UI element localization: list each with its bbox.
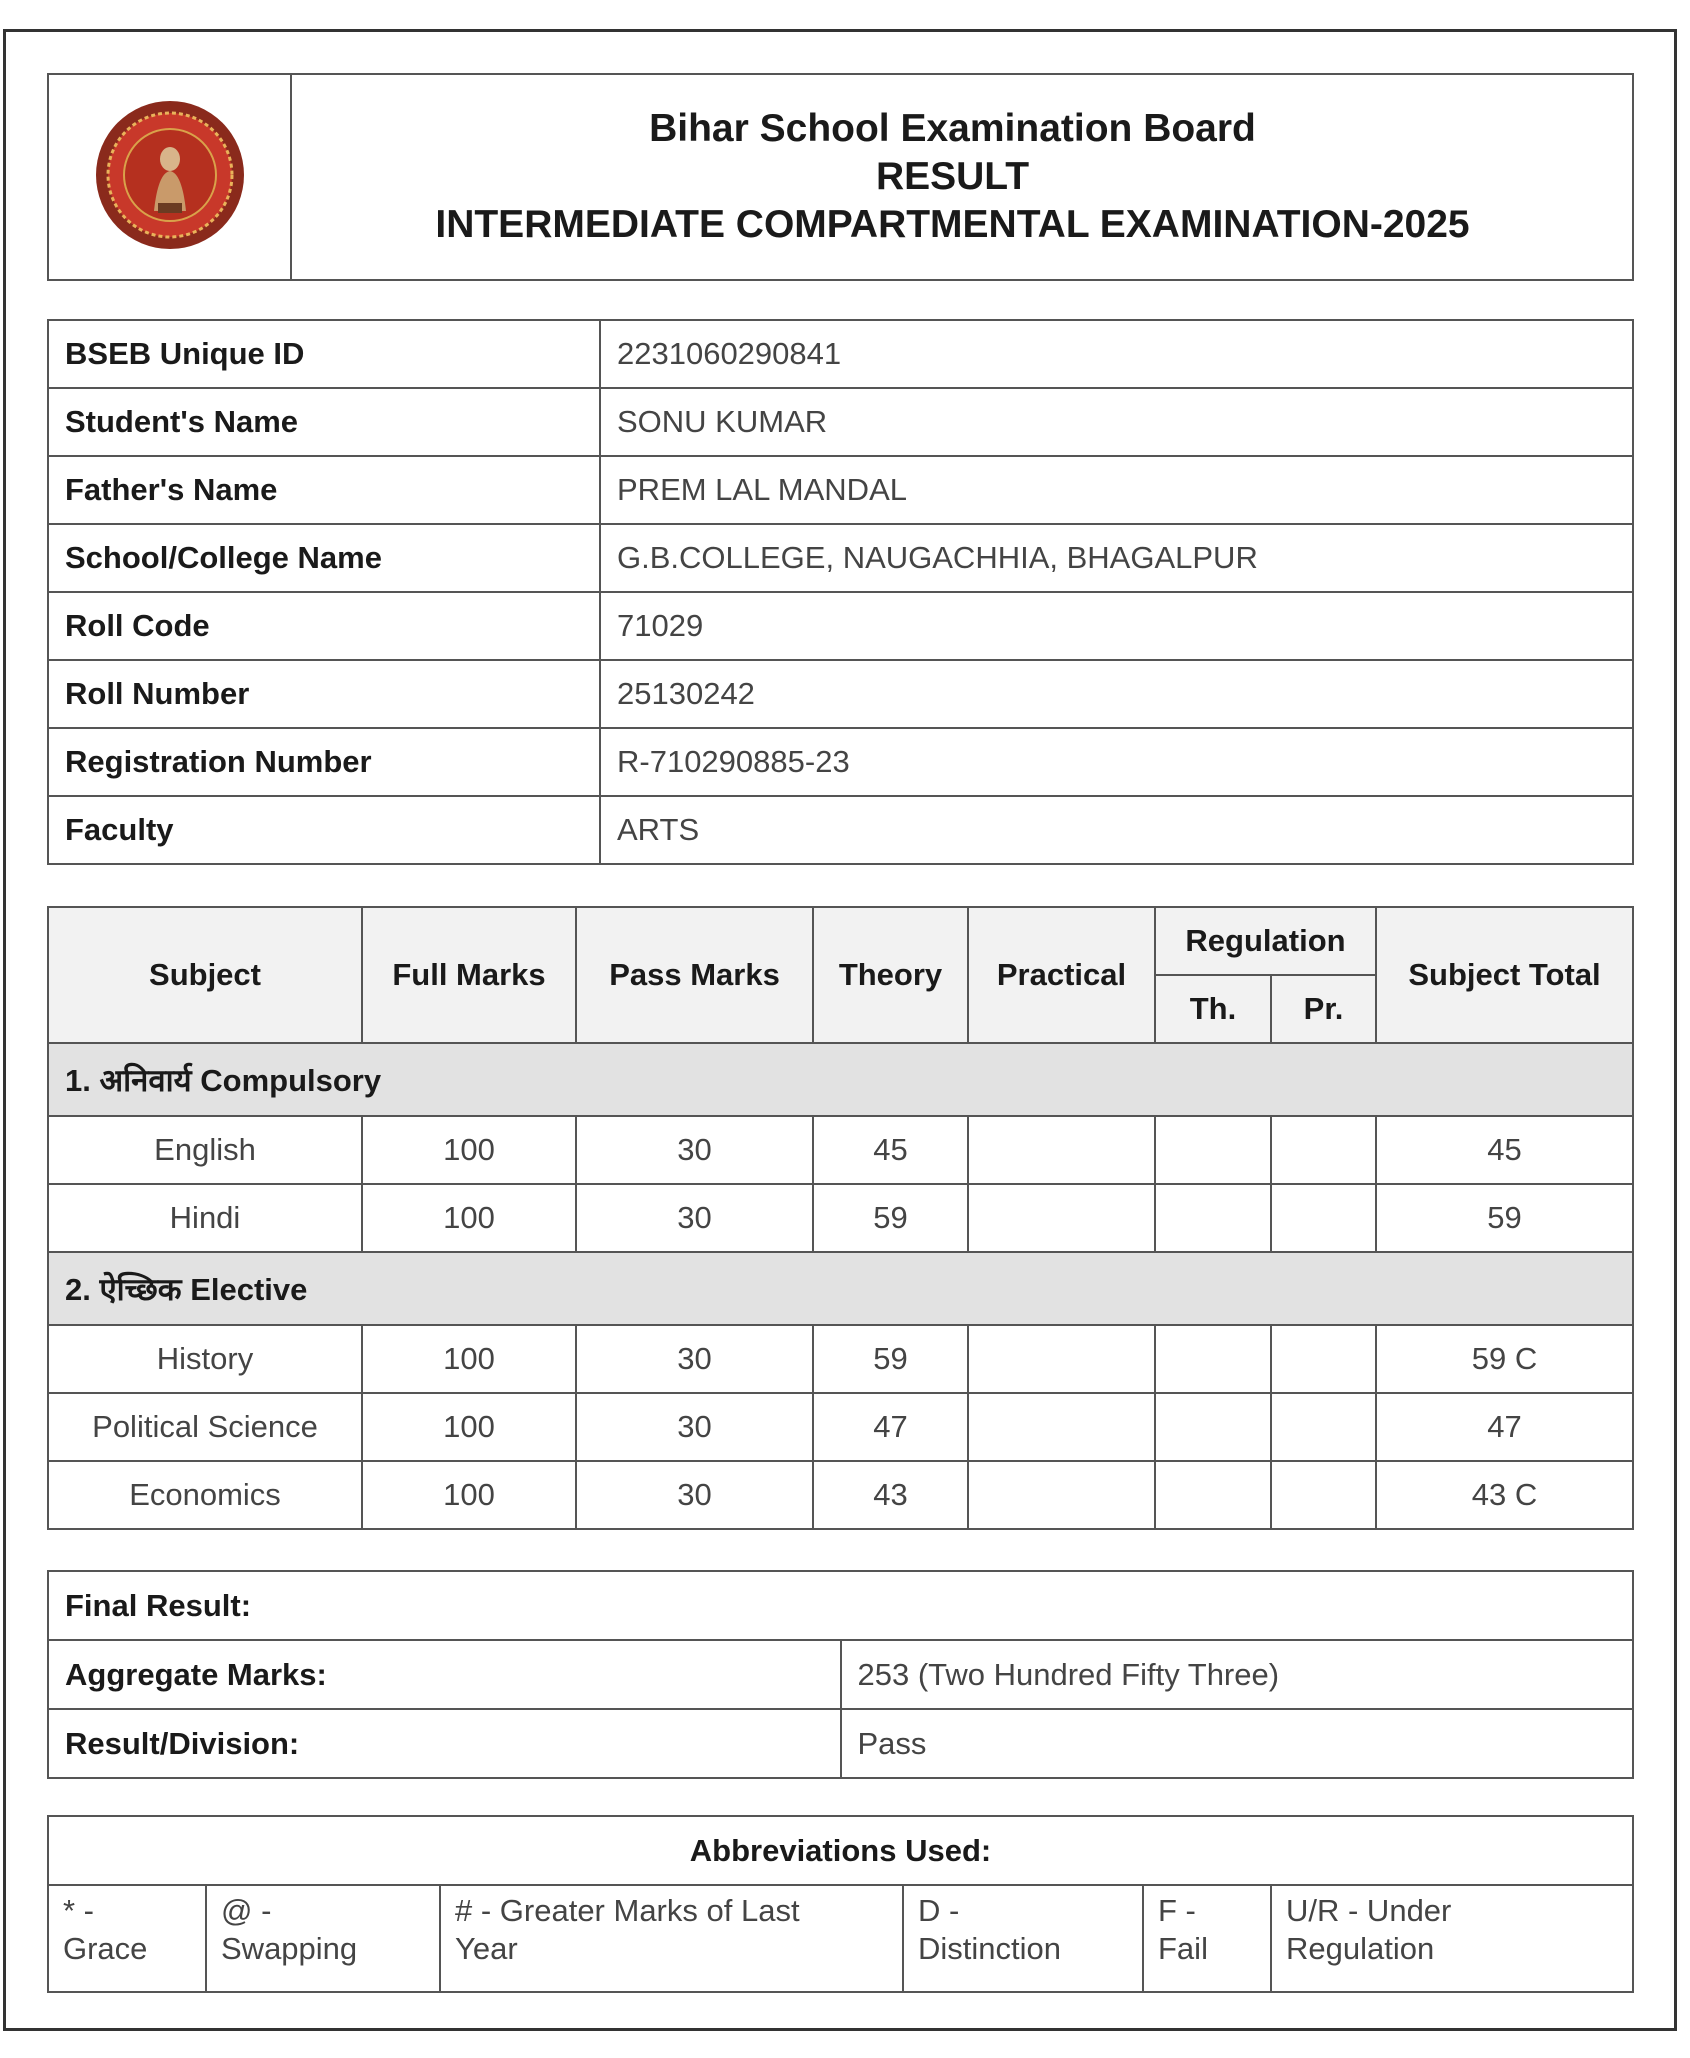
cell-subject: Political Science: [48, 1393, 362, 1461]
col-practical: Practical: [968, 907, 1155, 1043]
result-label: Result/Division:: [48, 1709, 841, 1778]
col-reg-pr: Pr.: [1271, 975, 1376, 1043]
cell-reg-th: [1155, 1393, 1271, 1461]
cell-practical: [968, 1325, 1155, 1393]
cell-total: 45: [1376, 1116, 1633, 1184]
aggregate-label: Aggregate Marks:: [48, 1640, 841, 1709]
abbreviation-text: Fail: [1158, 1931, 1208, 1966]
header-title-block: [291, 74, 1633, 280]
cell-practical: [968, 1184, 1155, 1252]
abbreviation-text: Distinction: [918, 1931, 1061, 1966]
final-result-table: [47, 1570, 1634, 1779]
cell-full: 100: [362, 1393, 576, 1461]
cell-theory: 43: [813, 1461, 968, 1529]
cell-total: 59 C: [1376, 1325, 1633, 1393]
cell-full: 100: [362, 1116, 576, 1184]
bseb-seal-logo: [94, 99, 246, 251]
abbreviation-text: Regulation: [1286, 1931, 1435, 1966]
aggregate-value: 253 (Two Hundred Fifty Three): [841, 1640, 1634, 1709]
board-name: Bihar School Examination Board: [649, 107, 1256, 150]
exam-name: INTERMEDIATE COMPARTMENTAL EXAMINATION-2025: [435, 203, 1470, 246]
info-row: [48, 728, 1633, 796]
cell-theory: 59: [813, 1184, 968, 1252]
info-row: [48, 592, 1633, 660]
info-row: [48, 796, 1633, 864]
info-label: School/College Name: [48, 524, 600, 592]
col-subject-total: Subject Total: [1376, 907, 1633, 1043]
section-title: 1. अनिवार्य Compulsory: [48, 1043, 1633, 1116]
info-row: [48, 456, 1633, 524]
cell-subject: English: [48, 1116, 362, 1184]
cell-theory: 47: [813, 1393, 968, 1461]
info-label: Faculty: [48, 796, 600, 864]
abbreviation-text: Grace: [63, 1931, 148, 1966]
info-value: PREM LAL MANDAL: [600, 456, 1633, 524]
abbreviation-item: [903, 1885, 1143, 1992]
abbreviation-symbol: U/R - Under: [1286, 1893, 1452, 1928]
cell-full: 100: [362, 1461, 576, 1529]
col-theory: Theory: [813, 907, 968, 1043]
info-label: BSEB Unique ID: [48, 320, 600, 388]
info-label: Father's Name: [48, 456, 600, 524]
col-reg-th: Th.: [1155, 975, 1271, 1043]
cell-pass: 30: [576, 1184, 813, 1252]
cell-reg-pr: [1271, 1116, 1376, 1184]
abbreviation-symbol: @ -: [221, 1893, 272, 1928]
section-title: 2. ऐच्छिक Elective: [48, 1252, 1633, 1325]
info-value: ARTS: [600, 796, 1633, 864]
cell-reg-pr: [1271, 1184, 1376, 1252]
subject-row: [48, 1116, 1633, 1184]
section-row: [48, 1252, 1633, 1325]
student-info-table: [47, 319, 1634, 865]
info-row: [48, 660, 1633, 728]
abbreviation-text: Year: [455, 1931, 518, 1966]
abbreviation-symbol: F -: [1158, 1893, 1196, 1928]
abbreviation-item: [48, 1885, 206, 1992]
cell-theory: 45: [813, 1116, 968, 1184]
marks-table: [47, 906, 1634, 1530]
info-row: [48, 388, 1633, 456]
cell-subject: Economics: [48, 1461, 362, 1529]
abbreviation-item: [1271, 1885, 1633, 1992]
cell-theory: 59: [813, 1325, 968, 1393]
doc-type: RESULT: [875, 155, 1030, 198]
subject-row: [48, 1184, 1633, 1252]
cell-reg-th: [1155, 1461, 1271, 1529]
abbreviations-table: [47, 1815, 1634, 1993]
info-label: Roll Code: [48, 592, 600, 660]
info-value: G.B.COLLEGE, NAUGACHHIA, BHAGALPUR: [600, 524, 1633, 592]
info-value: 25130242: [600, 660, 1633, 728]
info-value: 2231060290841: [600, 320, 1633, 388]
col-regulation: Regulation: [1155, 907, 1376, 975]
abbreviation-item: [1143, 1885, 1271, 1992]
cell-reg-pr: [1271, 1461, 1376, 1529]
abbreviations-title: Abbreviations Used:: [48, 1816, 1633, 1885]
col-subject: Subject: [48, 907, 362, 1043]
info-row: [48, 320, 1633, 388]
abbreviation-symbol: # - Greater Marks of Last: [455, 1893, 800, 1928]
cell-reg-th: [1155, 1184, 1271, 1252]
abbreviation-symbol: D -: [918, 1893, 960, 1928]
logo-cell: [48, 74, 291, 280]
abbreviation-item: [440, 1885, 903, 1992]
info-label: Registration Number: [48, 728, 600, 796]
abbreviation-item: [206, 1885, 440, 1992]
cell-practical: [968, 1116, 1155, 1184]
cell-reg-pr: [1271, 1325, 1376, 1393]
section-row: [48, 1043, 1633, 1116]
result-value: Pass: [841, 1709, 1634, 1778]
subject-row: [48, 1393, 1633, 1461]
cell-reg-th: [1155, 1325, 1271, 1393]
cell-reg-th: [1155, 1116, 1271, 1184]
info-value: SONU KUMAR: [600, 388, 1633, 456]
subject-row: [48, 1461, 1633, 1529]
final-result-title: Final Result:: [48, 1571, 1633, 1640]
cell-pass: 30: [576, 1461, 813, 1529]
cell-subject: History: [48, 1325, 362, 1393]
info-value: R-710290885-23: [600, 728, 1633, 796]
info-label: Roll Number: [48, 660, 600, 728]
cell-pass: 30: [576, 1116, 813, 1184]
subject-row: [48, 1325, 1633, 1393]
abbreviation-symbol: * -: [63, 1893, 94, 1928]
col-full-marks: Full Marks: [362, 907, 576, 1043]
cell-total: 59: [1376, 1184, 1633, 1252]
cell-total: 43 C: [1376, 1461, 1633, 1529]
cell-total: 47: [1376, 1393, 1633, 1461]
cell-practical: [968, 1393, 1155, 1461]
abbreviation-text: Swapping: [221, 1931, 358, 1966]
cell-subject: Hindi: [48, 1184, 362, 1252]
info-row: [48, 524, 1633, 592]
cell-reg-pr: [1271, 1393, 1376, 1461]
cell-pass: 30: [576, 1325, 813, 1393]
cell-full: 100: [362, 1184, 576, 1252]
cell-pass: 30: [576, 1393, 813, 1461]
info-label: Student's Name: [48, 388, 600, 456]
cell-practical: [968, 1461, 1155, 1529]
header-table: [47, 73, 1634, 281]
col-pass-marks: Pass Marks: [576, 907, 813, 1043]
cell-full: 100: [362, 1325, 576, 1393]
info-value: 71029: [600, 592, 1633, 660]
